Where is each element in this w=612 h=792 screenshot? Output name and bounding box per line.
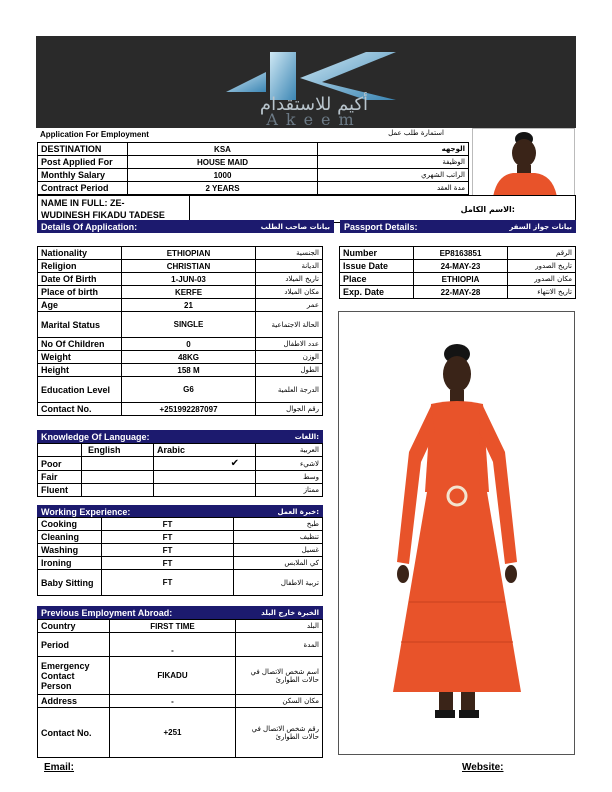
language-corner-cell <box>38 444 82 457</box>
issue-place-label-ar: مكان الصدور <box>508 273 576 286</box>
exp-date-label: Exp. Date <box>340 286 414 299</box>
age-value: 21 <box>122 299 256 312</box>
cooking-value: FT <box>102 518 234 531</box>
table-row <box>38 484 323 497</box>
marital-value: SINGLE <box>122 312 256 338</box>
table-row <box>38 695 323 708</box>
full-name-label-ar: الاسم الكامل: <box>190 196 576 223</box>
period-label: Period <box>38 633 110 657</box>
table-row <box>38 471 323 484</box>
height-value: 158 M <box>122 364 256 377</box>
ironing-label-ar: كي الملابس <box>234 557 323 570</box>
weight-value: 48KG <box>122 351 256 364</box>
previous-table <box>37 619 323 758</box>
washing-label: Washing <box>38 544 102 557</box>
fair-arabic-cell <box>154 471 256 484</box>
table-row <box>38 312 323 338</box>
details-header-ar: بيانات صاحب الطلب <box>260 222 330 231</box>
table-row <box>340 260 576 273</box>
table-row <box>38 143 469 156</box>
arabic-col-header-ar: العربية <box>256 444 323 457</box>
dob-value: 1-JUN-03 <box>122 273 256 286</box>
fair-label: Fair <box>38 471 82 484</box>
issue-place-value: ETHIOPIA <box>414 273 508 286</box>
name-table <box>37 195 576 223</box>
nationality-label: Nationality <box>38 247 122 260</box>
table-row <box>38 457 323 471</box>
weight-label-ar: الوزن <box>256 351 323 364</box>
fluent-arabic-cell <box>154 484 256 497</box>
address-label-ar: مكان السكن <box>236 695 323 708</box>
emergency-phone-label-ar: رقم شخص الاتصال في حالات الطوارئ <box>236 708 323 758</box>
destination-value: KSA <box>128 143 318 156</box>
period-label-ar: المدة <box>236 633 323 657</box>
post-value: HOUSE MAID <box>128 156 318 169</box>
table-row <box>38 531 323 544</box>
babysitting-label: Baby Sitting <box>38 570 102 596</box>
salary-value: 1000 <box>128 169 318 182</box>
fluent-label-ar: ممتاز <box>256 484 323 497</box>
table-row <box>340 247 576 260</box>
washing-label-ar: غسيل <box>234 544 323 557</box>
table-row <box>38 247 323 260</box>
age-label: Age <box>38 299 122 312</box>
table-row <box>38 196 576 223</box>
exp-date-value: 22-MAY-28 <box>414 286 508 299</box>
language-table <box>37 443 323 497</box>
emergency-contact-label: Emergency Contact Person <box>38 657 110 695</box>
ironing-label: Ironing <box>38 557 102 570</box>
details-header-en: Details Of Application: <box>41 221 138 232</box>
washing-value: FT <box>102 544 234 557</box>
applicant-photo-small <box>472 128 575 196</box>
passport-number-label: Number <box>340 247 414 260</box>
cooking-label: Cooking <box>38 518 102 531</box>
contract-value: 2 YEARS <box>128 182 318 195</box>
previous-header-en: Previous Employment Abroad: <box>41 607 173 618</box>
period-value: - <box>110 633 236 657</box>
cleaning-label: Cleaning <box>38 531 102 544</box>
full-name-label: NAME IN FULL: ZE- <box>41 198 125 208</box>
religion-label-ar: الديانة <box>256 260 323 273</box>
poor-english-cell <box>82 457 154 471</box>
issue-date-label: Issue Date <box>340 260 414 273</box>
applicant-photo-full <box>338 311 575 755</box>
dob-label: Date Of Birth <box>38 273 122 286</box>
emergency-phone-label: Contact No. <box>38 708 110 758</box>
table-row <box>38 444 323 457</box>
passport-header <box>340 220 576 233</box>
language-header-ar: اللغات: <box>294 432 319 441</box>
header-banner <box>36 36 576 128</box>
passport-number-value: EP8163851 <box>414 247 508 260</box>
children-label-ar: عدد الاطفال <box>256 338 323 351</box>
english-col-header: English <box>82 444 154 457</box>
pob-label-ar: مكان الميلاد <box>256 286 323 299</box>
table-row <box>38 518 323 531</box>
table-row <box>38 633 323 657</box>
details-table <box>37 246 323 416</box>
form-title-ar: استمارة طلب عمل <box>388 129 444 137</box>
arabic-col-header: Arabic <box>154 444 256 457</box>
table-row <box>38 620 323 633</box>
poor-arabic-check-icon: ✔ <box>154 457 256 471</box>
table-row <box>38 403 323 416</box>
previous-header-ar: الخبرة خارج البلد <box>261 608 319 617</box>
fair-label-ar: وسط <box>256 471 323 484</box>
religion-label: Religion <box>38 260 122 273</box>
education-label-ar: الدرجة العلمية <box>256 377 323 403</box>
table-row <box>38 544 323 557</box>
marital-label-ar: الحالة الاجتماعية <box>256 312 323 338</box>
passport-number-label-ar: الرقم <box>508 247 576 260</box>
table-row <box>38 364 323 377</box>
country-value: FIRST TIME <box>110 620 236 633</box>
table-row <box>38 557 323 570</box>
salary-label: Monthly Salary <box>38 169 128 182</box>
contract-label-ar: مدة العقد <box>318 182 469 195</box>
babysitting-label-ar: تربية الاطفال <box>234 570 323 596</box>
height-label-ar: الطول <box>256 364 323 377</box>
passport-header-en: Passport Details: <box>344 221 418 232</box>
experience-table <box>37 517 323 596</box>
issue-place-label: Place <box>340 273 414 286</box>
contract-label: Contract Period <box>38 182 128 195</box>
pob-value: KERFE <box>122 286 256 299</box>
education-label: Education Level <box>38 377 122 403</box>
exp-date-label-ar: تاريخ الانتهاء <box>508 286 576 299</box>
table-row <box>38 299 323 312</box>
destination-label-ar: الوجهه <box>318 143 469 156</box>
logo-english-text: Akeem <box>266 110 362 128</box>
table-row <box>38 338 323 351</box>
country-label-ar: البلد <box>236 620 323 633</box>
table-row <box>38 260 323 273</box>
table-row <box>38 570 323 596</box>
table-row <box>38 351 323 364</box>
marital-label: Marital Status <box>38 312 122 338</box>
religion-value: CHRISTIAN <box>122 260 256 273</box>
children-label: No Of Children <box>38 338 122 351</box>
form-title-en: Application For Employment <box>40 130 149 139</box>
table-row <box>38 286 323 299</box>
pob-label: Place of birth <box>38 286 122 299</box>
ironing-value: FT <box>102 557 234 570</box>
dob-label-ar: تاريخ الميلاد <box>256 273 323 286</box>
age-label-ar: عمر <box>256 299 323 312</box>
children-value: 0 <box>122 338 256 351</box>
nationality-label-ar: الجنسية <box>256 247 323 260</box>
details-header <box>37 220 334 233</box>
fluent-english-cell <box>82 484 154 497</box>
cleaning-label-ar: تنظيف <box>234 531 323 544</box>
table-row <box>38 182 469 195</box>
table-row <box>340 286 576 299</box>
language-header-en: Knowledge Of Language: <box>41 431 150 442</box>
education-value: G6 <box>122 377 256 403</box>
website-label: Website: <box>462 762 504 773</box>
contact-value: +251992287097 <box>122 403 256 416</box>
experience-header-ar: خبرة العمل: <box>277 507 319 516</box>
language-header <box>37 430 323 443</box>
poor-label: Poor <box>38 457 82 471</box>
fluent-label: Fluent <box>38 484 82 497</box>
issue-date-value: 24-MAY-23 <box>414 260 508 273</box>
table-row <box>38 377 323 403</box>
babysitting-value: FT <box>102 570 234 596</box>
nationality-value: ETHIOPIAN <box>122 247 256 260</box>
table-row <box>38 156 469 169</box>
height-label: Height <box>38 364 122 377</box>
address-value: - <box>110 695 236 708</box>
logo-arabic-text: أكيم للاستقدام <box>259 94 369 115</box>
table-row <box>340 273 576 286</box>
passport-table <box>339 246 576 299</box>
job-info-table <box>37 142 469 195</box>
cooking-label-ar: طبخ <box>234 518 323 531</box>
previous-header <box>37 606 323 619</box>
issue-date-label-ar: تاريخ الصدور <box>508 260 576 273</box>
full-name-value: WUDINESH FIKADU TADESE <box>41 210 165 220</box>
contact-label-ar: رقم الجوال <box>256 403 323 416</box>
address-label: Address <box>38 695 110 708</box>
emergency-contact-value: FIKADU <box>110 657 236 695</box>
emergency-contact-label-ar: اسم شخص الاتصال في حالات الطوارئ <box>236 657 323 695</box>
destination-label: DESTINATION <box>38 143 128 156</box>
table-row <box>38 708 323 758</box>
weight-label: Weight <box>38 351 122 364</box>
emergency-phone-value: +251 <box>110 708 236 758</box>
post-label-ar: الوظيفة <box>318 156 469 169</box>
passport-header-ar: بيانات جواز السفر <box>509 222 572 231</box>
experience-header-en: Working Experience: <box>41 506 131 517</box>
full-name-cell <box>38 196 190 223</box>
contact-label: Contact No. <box>38 403 122 416</box>
fair-english-cell <box>82 471 154 484</box>
cleaning-value: FT <box>102 531 234 544</box>
salary-label-ar: الراتب الشهري <box>318 169 469 182</box>
email-label: Email: <box>44 762 75 773</box>
table-row <box>38 273 323 286</box>
post-label: Post Applied For <box>38 156 128 169</box>
poor-label-ar: لاشيء <box>256 457 323 471</box>
table-row <box>38 169 469 182</box>
country-label: Country <box>38 620 110 633</box>
table-row <box>38 657 323 695</box>
